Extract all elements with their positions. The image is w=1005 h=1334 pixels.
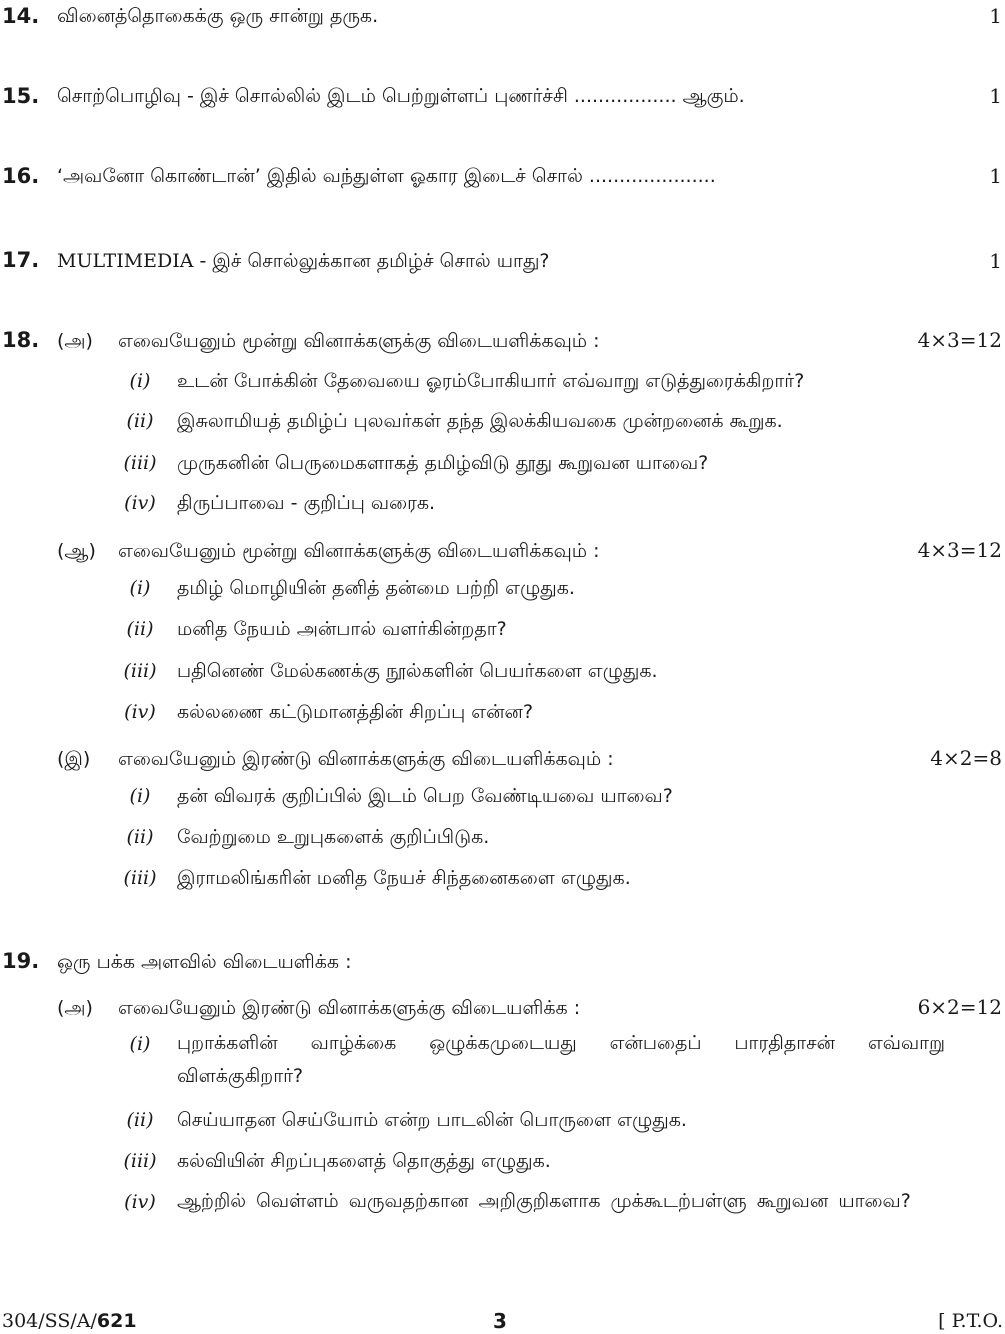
sub-question-text: தமிழ் மொழியின் தனித் தன்மை பற்றி எழுதுக. xyxy=(177,577,575,599)
sub-question-text: முருகனின் பெருமைகளாகத் தமிழ்விடு தூது கூறுவன யாவை? xyxy=(177,452,709,474)
sub-question-label: (iv) xyxy=(124,701,156,723)
sub-question-text: மனித நேயம் அன்பால் வளர்கின்றதா? xyxy=(177,618,507,640)
part-label: (இ) xyxy=(57,748,91,770)
question-marks: 1 xyxy=(989,164,1002,188)
question-number: 19. xyxy=(2,949,40,973)
part-label: (ஆ) xyxy=(57,540,96,562)
sub-question-text: வேற்றுமை உறுபுகளைக் குறிப்பிடுக. xyxy=(177,826,490,848)
sub-question-label: (ii) xyxy=(126,826,154,848)
question-marks: 1 xyxy=(989,249,1002,273)
sub-question-label: (i) xyxy=(129,577,151,599)
part-marks: 6×2=12 xyxy=(917,995,1002,1019)
sub-question-text: இராமலிங்கரின் மனித நேயச் சிந்தனைகளை எழுதுக. xyxy=(177,867,631,889)
question-text-tamil: - இச் சொல்லுக்கான தமிழ்ச் சொல் யாது? xyxy=(193,250,550,272)
please-turn-over: [ P.T.O. xyxy=(938,1310,1003,1332)
sub-question-label: (iii) xyxy=(123,660,157,682)
part-instruction: எவையேனும் இரண்டு வினாக்களுக்கு விடையளிக்கவும் : xyxy=(118,748,614,770)
sub-question-text: செய்யாதன செய்யோம் என்ற பாடலின் பொருளை எழுதுக. xyxy=(177,1109,687,1131)
question-number: 18. xyxy=(2,328,40,352)
question-number: 16. xyxy=(2,164,40,188)
sub-question-text: கல்வியின் சிறப்புகளைத் தொகுத்து எழுதுக. xyxy=(177,1150,551,1172)
sub-question-label: (iv) xyxy=(124,1191,156,1213)
question-text: வினைத்தொகைக்கு ஒரு சான்று தருக. xyxy=(57,5,379,27)
paper-code-number: 621 xyxy=(96,1310,137,1332)
question-number: 17. xyxy=(2,248,40,272)
part-label: (அ) xyxy=(57,330,93,352)
question-marks: 1 xyxy=(989,4,1002,28)
sub-question-label: (iv) xyxy=(124,492,156,514)
sub-question-label: (i) xyxy=(129,785,151,807)
sub-question-label: (ii) xyxy=(126,1109,154,1131)
question-number: 14. xyxy=(2,4,40,28)
paper-code-prefix: 304/SS/A/ xyxy=(2,1310,97,1332)
sub-question-label: (iii) xyxy=(123,1150,157,1172)
sub-question-label: (ii) xyxy=(126,618,154,640)
sub-question-text: இசுலாமியத் தமிழ்ப் புலவர்கள் தந்த இலக்கியவகை முன்றனைக் கூறுக. xyxy=(177,410,783,432)
sub-question-label: (i) xyxy=(129,1033,151,1055)
part-instruction: எவையேனும் மூன்று வினாக்களுக்கு விடையளிக்கவும் : xyxy=(118,330,600,352)
part-instruction: எவையேனும் இரண்டு வினாக்களுக்கு விடையளிக்க : xyxy=(118,997,581,1019)
sub-question-text: பதினெண் மேல்கணக்கு நூல்களின் பெயர்களை எழுதுக. xyxy=(177,660,658,682)
sub-question-label: (ii) xyxy=(126,410,154,432)
paper-code xyxy=(2,1308,137,1334)
part-instruction: எவையேனும் மூன்று வினாக்களுக்கு விடையளிக்கவும் : xyxy=(118,540,600,562)
part-marks: 4×3=12 xyxy=(917,538,1002,562)
sub-question-label: (iii) xyxy=(123,452,157,474)
part-marks: 4×2=8 xyxy=(930,746,1002,770)
question-text: சொற்பொழிவு - இச் சொல்லில் இடம் பெற்றுள்ளப் புணர்ச்சி ................. ஆகும். xyxy=(57,85,745,107)
question-text xyxy=(57,248,550,274)
sub-question-text: உடன் போக்கின் தேவையை ஓரம்போகியார் எவ்வாறு எடுத்துரைக்கிறார்? xyxy=(177,370,805,392)
question-text: ‘அவனோ கொண்டான்’ இதில் வந்துள்ள ஓகார இடைச் சொல் ..................... xyxy=(57,165,716,187)
page-number: 3 xyxy=(493,1309,507,1333)
sub-question-text: கல்லணை கட்டுமானத்தின் சிறப்பு என்ன? xyxy=(177,701,534,723)
sub-question-text: ஆற்றில் வெள்ளம் வருவதற்கான அறிகுறிகளாக முக்கூடற்பள்ளு கூறுவன யாவை? xyxy=(177,1190,911,1212)
part-label: (அ) xyxy=(57,997,93,1019)
sub-question-label: (iii) xyxy=(123,867,157,889)
part-marks: 4×3=12 xyxy=(917,328,1002,352)
sub-question-text: புறாக்களின் வாழ்க்கை ஒழுக்கமுடையது என்பதைப் பாரதிதாசன் எவ்வாறு விளக்குகிறார்? xyxy=(177,1032,945,1087)
sub-question-text: திருப்பாவை - குறிப்பு வரைக. xyxy=(177,492,436,514)
question-number: 15. xyxy=(2,84,40,108)
question-marks: 1 xyxy=(989,84,1002,108)
sub-question-text: தன் விவரக் குறிப்பில் இடம் பெற வேண்டியவை யாவை? xyxy=(177,785,673,807)
english-term: MULTIMEDIA xyxy=(57,250,194,272)
sub-question-label: (i) xyxy=(129,370,151,392)
question-text: ஒரு பக்க அளவில் விடையளிக்க : xyxy=(57,951,352,973)
